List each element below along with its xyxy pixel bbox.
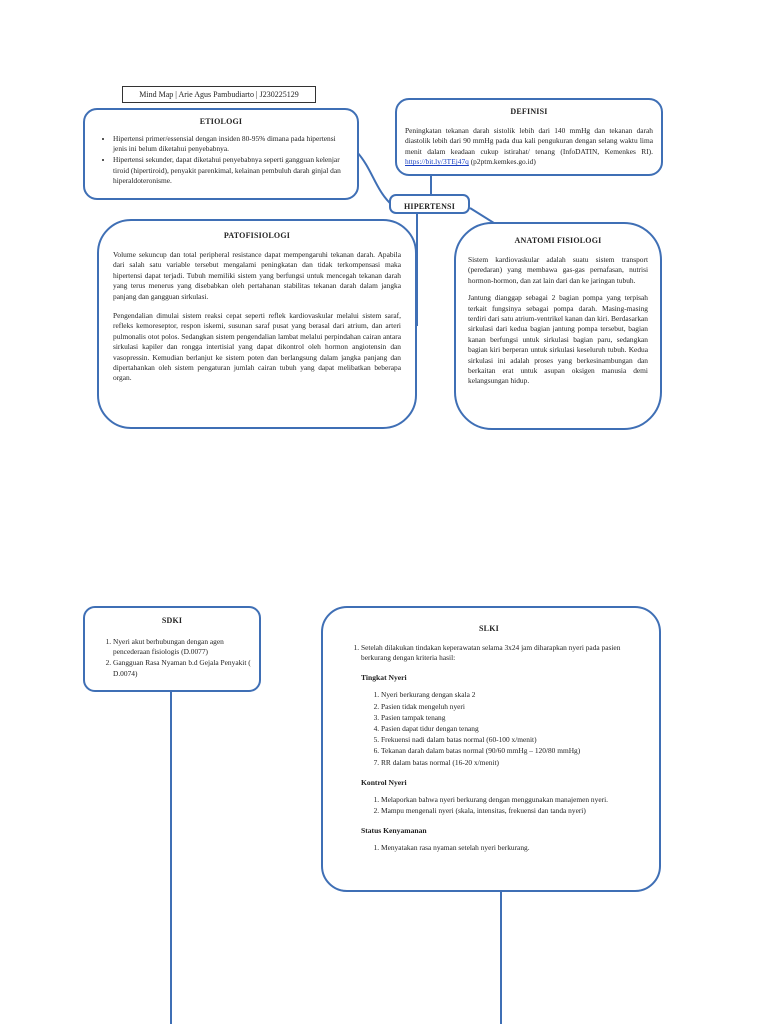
list-item: 1. Menyatakan rasa nyaman setelah nyeri berkurang. bbox=[381, 843, 637, 853]
list-item: • Hipertensi primer/essensial dengan insiden 80-95% dimana pada hipertensi jenis ini belum diketahui penyebabnya. bbox=[113, 134, 349, 154]
slki-intro: 1. Setelah dilakukan tindakan keperawatan selama 3x24 jam diharapkan nyeri pada pasien berkurang dengan kriteria hasil: bbox=[361, 643, 637, 663]
sdki-box bbox=[83, 606, 261, 692]
list-item: 1. Nyeri akut berhubungan dengan agen pencederaan fisiologis (D.0077) bbox=[113, 637, 251, 657]
connector-definisi-hipertensi bbox=[430, 176, 432, 194]
slki-box bbox=[321, 606, 661, 892]
list-item: 3. Pasien tampak tenang bbox=[381, 713, 637, 723]
list-item: 5. Frekuensi nadi dalam batas normal (60-100 x/menit) bbox=[381, 735, 637, 745]
connector-slki-down bbox=[500, 892, 502, 1024]
patofisiologi-paragraph-1: Volume sekuncup dan total peripheral resistance dapat mempengaruhi tekanan darah. Apabila dari salah satu variable tersebut mengalami peningkatan dan tidak terkompensasi maka hipertensi dapat terjadi. Tubuh memiliki sistem yang berfungsi untuk mencegah tekanan darah yang terus menerus yang disebabkan oleh pertahanan stabilitas tekanan darah dalam jangka panjang dan gangguan sirkulasi. bbox=[113, 250, 401, 301]
slki-list-kontrol-nyeri bbox=[361, 795, 637, 816]
definisi-text-body: Peningkatan tekanan darah sistolik lebih dari 140 mmHg dan tekanan darah diastolik lebih dari 90 mmHg pada dua kali pengukuran dengan selang waktu lima menit dalam keadaan cukup istirahat/ tenang (InfoDATIN, Kemenkes RI). bbox=[405, 126, 653, 156]
list-item: 1. Melaporkan bahwa nyeri berkurang dengan menggunakan manajemen nyeri. bbox=[381, 795, 637, 805]
slki-heading-status-kenyamanan: Status Kenyamanan bbox=[361, 826, 427, 836]
definisi-box bbox=[395, 98, 663, 176]
patofisiologi-paragraph-2: Pengendalian dimulai sistem reaksi cepat seperti reflek kardiovaskular melalui sistem saraf, refleks kemoreseptor, respon iskemi, susunan saraf pusat yang berasal dari atrium, dan arteri pulmonalis otot polos. Sedangkan sistem pengendalian lambat melalui perpindahan cairan antara sirkulasi kapiler dan rongga intertisial yang dapat dikontrol oleh hormon angiotensin dan vasopressin. Kemudian berlanjut ke sistem poten dan berlangsung dalam jangka panjang dan dipertahankan oleh sistem pengaturan jumlah cairan tubuh yang dapat melibatkan beberapa organ. bbox=[113, 311, 401, 383]
etiologi-box bbox=[83, 108, 359, 200]
slki-title: SLKI bbox=[479, 624, 499, 633]
etiologi-title: ETIOLOGI bbox=[199, 117, 243, 126]
anatomi-box bbox=[454, 222, 662, 430]
connector-sdki-down bbox=[170, 692, 172, 1024]
list-item: 2. Gangguan Rasa Nyaman b.d Gejala Penyakit ( D.0074) bbox=[113, 658, 251, 678]
etiologi-list bbox=[93, 134, 349, 186]
hipertensi-node bbox=[389, 194, 470, 214]
slki-list-status-kenyamanan bbox=[361, 843, 637, 853]
patofisiologi-title: PATOFISIOLOGI bbox=[223, 231, 291, 240]
slki-intro-list bbox=[341, 643, 637, 663]
definisi-title: DEFINISI bbox=[510, 107, 548, 116]
slki-list-tingkat-nyeri bbox=[361, 690, 637, 767]
mind-map-header bbox=[122, 86, 316, 103]
sdki-title: SDKI bbox=[161, 616, 183, 625]
patofisiologi-box bbox=[97, 219, 417, 429]
definisi-source: (p2ptm.kemkes.go.id) bbox=[470, 157, 536, 167]
anatomi-paragraph-2: Jantung dianggap sebagai 2 bagian pompa yang terpisah terkait fungsinya sebagai pompa darah. Masing-masing terdiri dari satu atrium-ventrikel kanan dan kiri. Berdasarkan sirkulasi dari kedua bagian jantung pompa tersebut, bagian kanan berfungsi untuk sirkulasi bagian paru, sedangkan bagian kiri berperan untuk sirkulasi keseluruh tubuh. Kedua sirkulasi ini adalah proses yang berkesinambungan dan berkaitan erat untuk asupan oksigen manusia demi kelangsungan hidup. bbox=[468, 293, 648, 386]
sdki-list bbox=[93, 637, 251, 679]
header-text: Mind Map | Arie Agus Pambudiarto | J230225129 bbox=[139, 90, 299, 99]
list-item: • Hipertensi sekunder, dapat diketahui penyebabnya seperti gangguan kelenjar tiroid (hipertiroid), penyakit parenkimal, kelainan pembuluh darah ginjal dan hiperaldoteronisme. bbox=[113, 155, 349, 186]
list-item: 2. Pasien tidak mengeluh nyeri bbox=[381, 702, 637, 712]
list-item: 7. RR dalam batas normal (16-20 x/menit) bbox=[381, 758, 637, 768]
definisi-text bbox=[405, 126, 653, 168]
slki-heading-tingkat-nyeri: Tingkat Nyeri bbox=[361, 673, 407, 683]
list-item: 6. Tekanan darah dalam batas normal (90/60 mmHg – 120/80 mmHg) bbox=[381, 746, 637, 756]
list-item: 1. Nyeri berkurang dengan skala 2 bbox=[381, 690, 637, 700]
list-item: 2. Mampu mengenali nyeri (skala, intensitas, frekuensi dan tanda nyeri) bbox=[381, 806, 637, 816]
anatomi-paragraph-1: Sistem kardiovaskular adalah suatu sistem transport (peredaran) yang membawa gas-gas pernafasan, nutrisi hormon-hormon, dan zat lain dari dan ke jaringan tubuh. bbox=[468, 255, 648, 285]
anatomi-title: ANATOMI FISIOLOGI bbox=[514, 236, 602, 245]
list-item: 4. Pasien dapat tidur dengan tenang bbox=[381, 724, 637, 734]
definisi-link[interactable]: https://bit.ly/3TEj47q bbox=[405, 157, 469, 167]
slki-heading-kontrol-nyeri: Kontrol Nyeri bbox=[361, 777, 407, 787]
center-label: HIPERTENSI bbox=[403, 202, 456, 211]
